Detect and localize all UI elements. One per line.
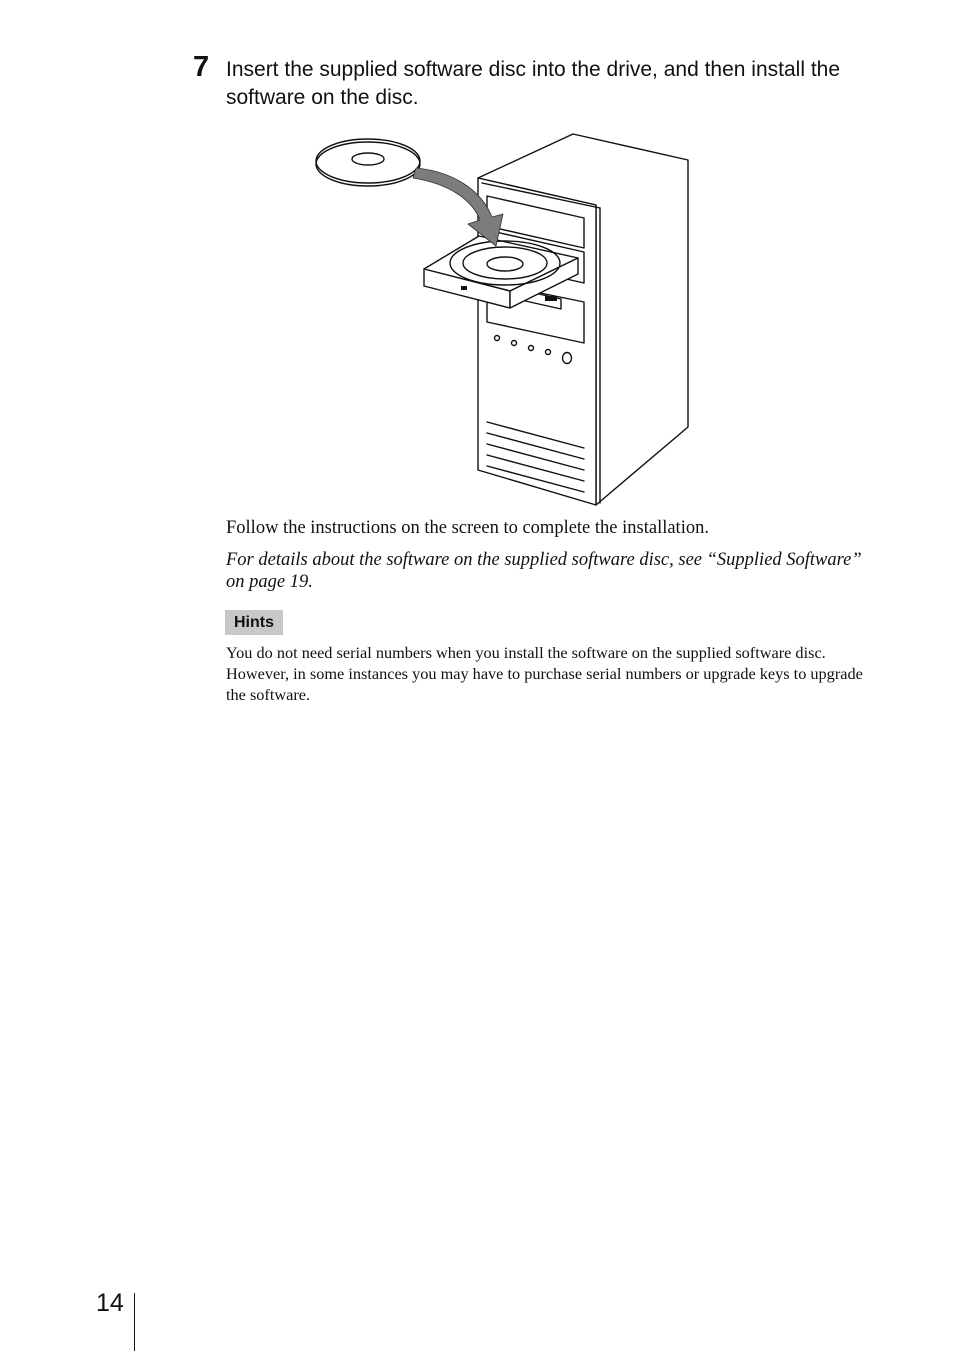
step-instruction: Insert the supplied software disc into the drive, and then install the software on the disc.	[226, 58, 841, 109]
tower-computer-icon	[478, 134, 688, 505]
disc-icon	[316, 139, 420, 186]
details-reference-text: For details about the software on the supplied software disc, see “Supplied Software” on page 19.	[226, 550, 862, 592]
page-number: 14	[96, 1289, 124, 1317]
page-number-divider	[134, 1293, 135, 1351]
hints-body: You do not need serial numbers when you install the software on the supplied software disc. However, in some instances you may have to purchase serial numbers or upgrade keys to upgrade the software.	[226, 643, 863, 704]
follow-instructions-text: Follow the instructions on the screen to complete the installation.	[226, 518, 709, 538]
step-number: 7	[193, 51, 210, 83]
disc-insert-illustration	[310, 128, 700, 512]
hints-badge: Hints	[225, 610, 283, 635]
